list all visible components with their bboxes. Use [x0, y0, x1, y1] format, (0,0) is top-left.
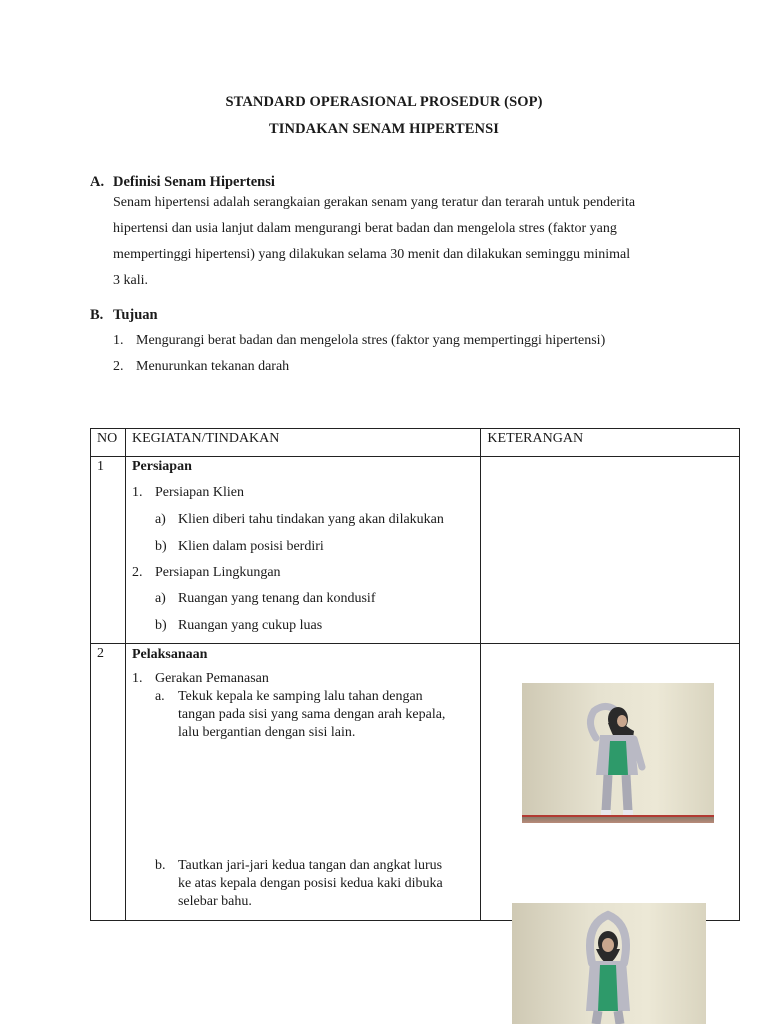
item-b-line: selebar bahu. — [177, 894, 252, 909]
row-2-item-b-text — [178, 857, 443, 911]
row-2-item-b-mark: b. — [154, 858, 166, 873]
item-b-line: Tautkan jari-jari kedua tangan dan angkat lurus — [177, 858, 443, 873]
item-b-line: ke atas kepala dengan posisi kedua kaki dibuka — [177, 876, 443, 891]
tujuan-num-2: 2. — [113, 359, 124, 374]
row-1-sub1-num: 1. — [131, 485, 143, 500]
row-1-sub2-a-text: Ruangan yang tenang dan kondusif — [177, 591, 376, 606]
row-2-sub1-num: 1. — [131, 671, 143, 686]
section-b-heading: Tujuan — [113, 307, 158, 323]
header-kegiatan: KEGIATAN/TINDAKAN — [125, 429, 480, 457]
header-no: NO — [91, 429, 126, 457]
tujuan-num-1: 1. — [113, 333, 124, 348]
row-1-sub1-b-mark: b) — [154, 539, 167, 554]
section-a-paragraph — [113, 190, 733, 294]
section-a-heading: Definisi Senam Hipertensi — [113, 174, 275, 190]
row-1-no: 1 — [91, 457, 126, 644]
section-a-marker: A. — [90, 174, 105, 190]
sop-table — [90, 428, 740, 921]
doc-title-line1: STANDARD OPERASIONAL PROSEDUR (SOP) — [225, 94, 543, 110]
photo-gerakan-b — [512, 903, 706, 1024]
row-1-sub1-a-text: Klien diberi tahu tindakan yang akan dilakukan — [177, 512, 444, 527]
section-b-marker: B. — [90, 307, 104, 323]
row-2-sub1-text: Gerakan Pemanasan — [154, 671, 269, 686]
section-a-line: 3 kali. — [113, 273, 148, 288]
section-a-line: hipertensi dan usia lanjut dalam mengurangi berat badan dan mengelola stres (faktor yang — [113, 221, 617, 236]
section-a-line: mempertinggi hipertensi) yang dilakukan selama 30 menit dan dilakukan seminggu minimal — [113, 247, 631, 262]
row-1-sub2-num: 2. — [131, 565, 143, 580]
row-2-no: 2 — [91, 644, 126, 921]
person-figure — [512, 903, 706, 1024]
row-1-kegiatan — [125, 457, 480, 644]
doc-title-line2: TINDAKAN SENAM HIPERTENSI — [269, 121, 499, 137]
row-1-title: Persiapan — [131, 459, 192, 474]
item-a-line: Tekuk kepala ke samping lalu tahan dengan — [177, 689, 423, 704]
photo-gerakan-a — [522, 683, 714, 823]
row-1-sub2-text: Persiapan Lingkungan — [154, 565, 281, 580]
row-2-title: Pelaksanaan — [131, 647, 208, 662]
item-a-line: lalu bergantian dengan sisi lain. — [177, 725, 356, 740]
row-2-item-a-text — [178, 688, 445, 742]
tujuan-item-1: Mengurangi berat badan dan mengelola stres (faktor yang mempertinggi hipertensi) — [136, 333, 606, 348]
row-1-sub1-text: Persiapan Klien — [154, 485, 244, 500]
header-keterangan: KETERANGAN — [481, 429, 740, 457]
row-1-sub2-b-text: Ruangan yang cukup luas — [177, 618, 323, 633]
person-figure — [522, 683, 714, 823]
row-1-keterangan — [481, 457, 740, 644]
row-2-kegiatan — [125, 644, 480, 921]
row-1-sub2-b-mark: b) — [154, 618, 167, 633]
table-row — [91, 457, 740, 644]
item-a-line: tangan pada sisi yang sama dengan arah kepala, — [177, 707, 446, 722]
row-1-sub1-b-text: Klien dalam posisi berdiri — [177, 539, 324, 554]
row-1-sub1-a-mark: a) — [154, 512, 166, 527]
tujuan-item-2: Menurunkan tekanan darah — [136, 359, 290, 374]
section-a-line: Senam hipertensi adalah serangkaian gerakan senam yang teratur dan terarah untuk penderita — [113, 195, 636, 210]
table-header-row — [91, 429, 740, 457]
row-2-item-a-mark: a. — [154, 689, 165, 704]
row-1-sub2-a-mark: a) — [154, 591, 166, 606]
